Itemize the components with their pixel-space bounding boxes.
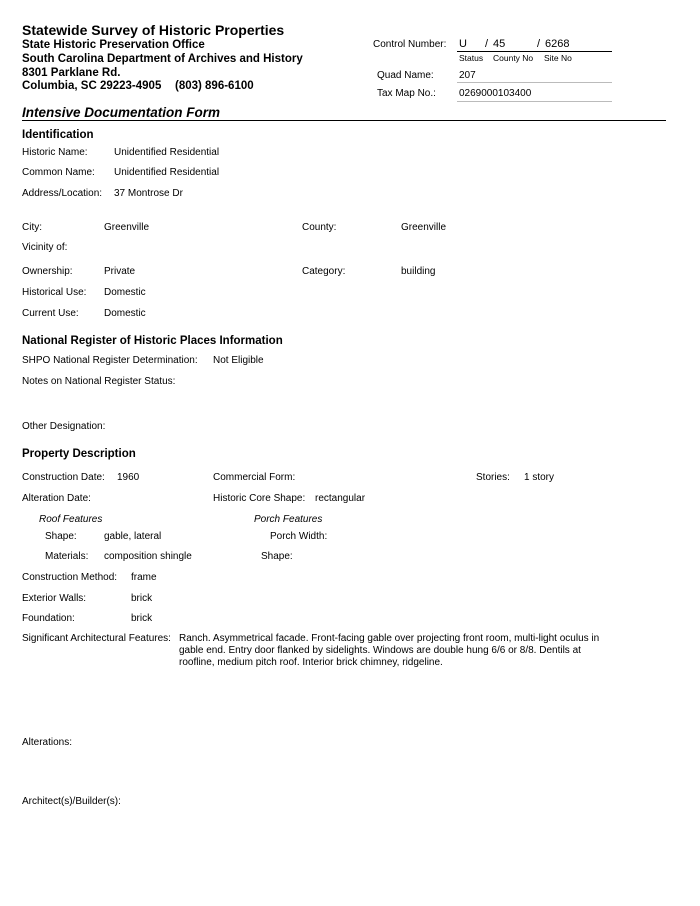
roof-materials-value: composition shingle — [104, 551, 192, 562]
city-state-zip: Columbia, SC 29223-4905 — [22, 80, 162, 92]
category-value: building — [401, 266, 436, 277]
core-shape-value: rectangular — [315, 493, 366, 504]
other-designation-label: Other Designation: — [22, 421, 106, 432]
alterations-label: Alterations: — [22, 737, 73, 748]
quad-name-label: Quad Name: — [377, 70, 434, 81]
quad-name-value: 207 — [459, 70, 476, 81]
alteration-date-label: Alteration Date: — [22, 493, 91, 504]
common-name-label: Common Name: — [22, 167, 95, 178]
department-name: South Carolina Department of Archives and History — [22, 53, 303, 65]
porch-shape-label: Shape: — [261, 551, 293, 562]
status-value: U — [459, 38, 467, 50]
city-label: City: — [22, 222, 42, 233]
address-label: Address/Location: — [22, 188, 103, 199]
city-value: Greenville — [104, 222, 150, 233]
title-rule — [22, 120, 666, 121]
street-address: 8301 Parklane Rd. — [22, 67, 121, 79]
historical-use-label: Historical Use: — [22, 287, 87, 298]
county-no-caption: County No — [493, 53, 534, 63]
current-use-label: Current Use: — [22, 308, 79, 319]
tax-map-value: 0269000103400 — [459, 88, 532, 99]
county-number-value: 45 — [493, 38, 506, 50]
address-value: 37 Montrose Dr — [114, 188, 183, 199]
control-number-label: Control Number: — [373, 39, 447, 50]
historic-name-label: Historic Name: — [22, 147, 88, 158]
phone-number: (803) 896-6100 — [175, 80, 254, 92]
office-name: State Historic Preservation Office — [22, 39, 205, 51]
core-shape-label: Historic Core Shape: — [213, 493, 306, 504]
quad-name-underline — [457, 82, 612, 83]
roof-shape-label: Shape: — [45, 531, 77, 542]
ownership-label: Ownership: — [22, 266, 73, 277]
tax-map-label: Tax Map No.: — [377, 88, 436, 99]
site-number-value: 6268 — [545, 38, 570, 50]
historic-name-value: Unidentified Residential — [114, 147, 220, 158]
current-use-value: Domestic — [104, 308, 146, 319]
county-value: Greenville — [401, 222, 447, 233]
significant-features-value: Ranch. Asymmetrical facade. Front-facing gable over projecting front room, multi-light oculus in gable end. Entry door flanked by sidelights. Windows are double hung 6/6 or 8/8. Dentils at roofline, medium pitch roof. Interior brick chimney, ridgeline. — [179, 633, 600, 668]
foundation-label: Foundation: — [22, 613, 75, 624]
site-no-caption: Site No — [544, 53, 572, 63]
construction-method-label: Construction Method: — [22, 572, 118, 583]
status-caption: Status — [459, 53, 484, 63]
form-title: Intensive Documentation Form — [22, 105, 221, 120]
survey-title: Statewide Survey of Historic Properties — [22, 22, 285, 38]
architect-builder-label: Architect(s)/Builder(s): — [22, 796, 121, 807]
stories-value: 1 story — [524, 472, 555, 483]
ownership-value: Private — [104, 266, 136, 277]
roof-materials-label: Materials: — [45, 551, 89, 562]
control-number-underline — [457, 51, 612, 52]
exterior-walls-label: Exterior Walls: — [22, 593, 87, 604]
separator-1: / — [485, 38, 489, 50]
porch-features-label: Porch Features — [254, 514, 323, 525]
separator-2: / — [537, 38, 541, 50]
national-register-heading: National Register of Historic Places Information — [22, 335, 283, 347]
county-label: County: — [302, 222, 337, 233]
roof-features-label: Roof Features — [39, 514, 103, 525]
category-label: Category: — [302, 266, 346, 277]
commercial-form-label: Commercial Form: — [213, 472, 296, 483]
identification-heading: Identification — [22, 129, 94, 141]
exterior-walls-value: brick — [131, 593, 153, 604]
nr-determination-value: Not Eligible — [213, 355, 264, 366]
foundation-value: brick — [131, 613, 153, 624]
vicinity-label: Vicinity of: — [22, 242, 68, 253]
construction-date-label: Construction Date: — [22, 472, 105, 483]
stories-label: Stories: — [476, 472, 510, 483]
porch-width-label: Porch Width: — [270, 531, 328, 542]
common-name-value: Unidentified Residential — [114, 167, 220, 178]
tax-map-underline — [457, 101, 612, 102]
construction-method-value: frame — [131, 572, 157, 583]
property-description-heading: Property Description — [22, 448, 136, 460]
construction-date-value: 1960 — [117, 472, 140, 483]
significant-features-label: Significant Architectural Features: — [22, 633, 171, 644]
nr-determination-label: SHPO National Register Determination: — [22, 355, 198, 366]
historical-use-value: Domestic — [104, 287, 146, 298]
roof-shape-value: gable, lateral — [104, 531, 162, 542]
nr-notes-label: Notes on National Register Status: — [22, 376, 176, 387]
